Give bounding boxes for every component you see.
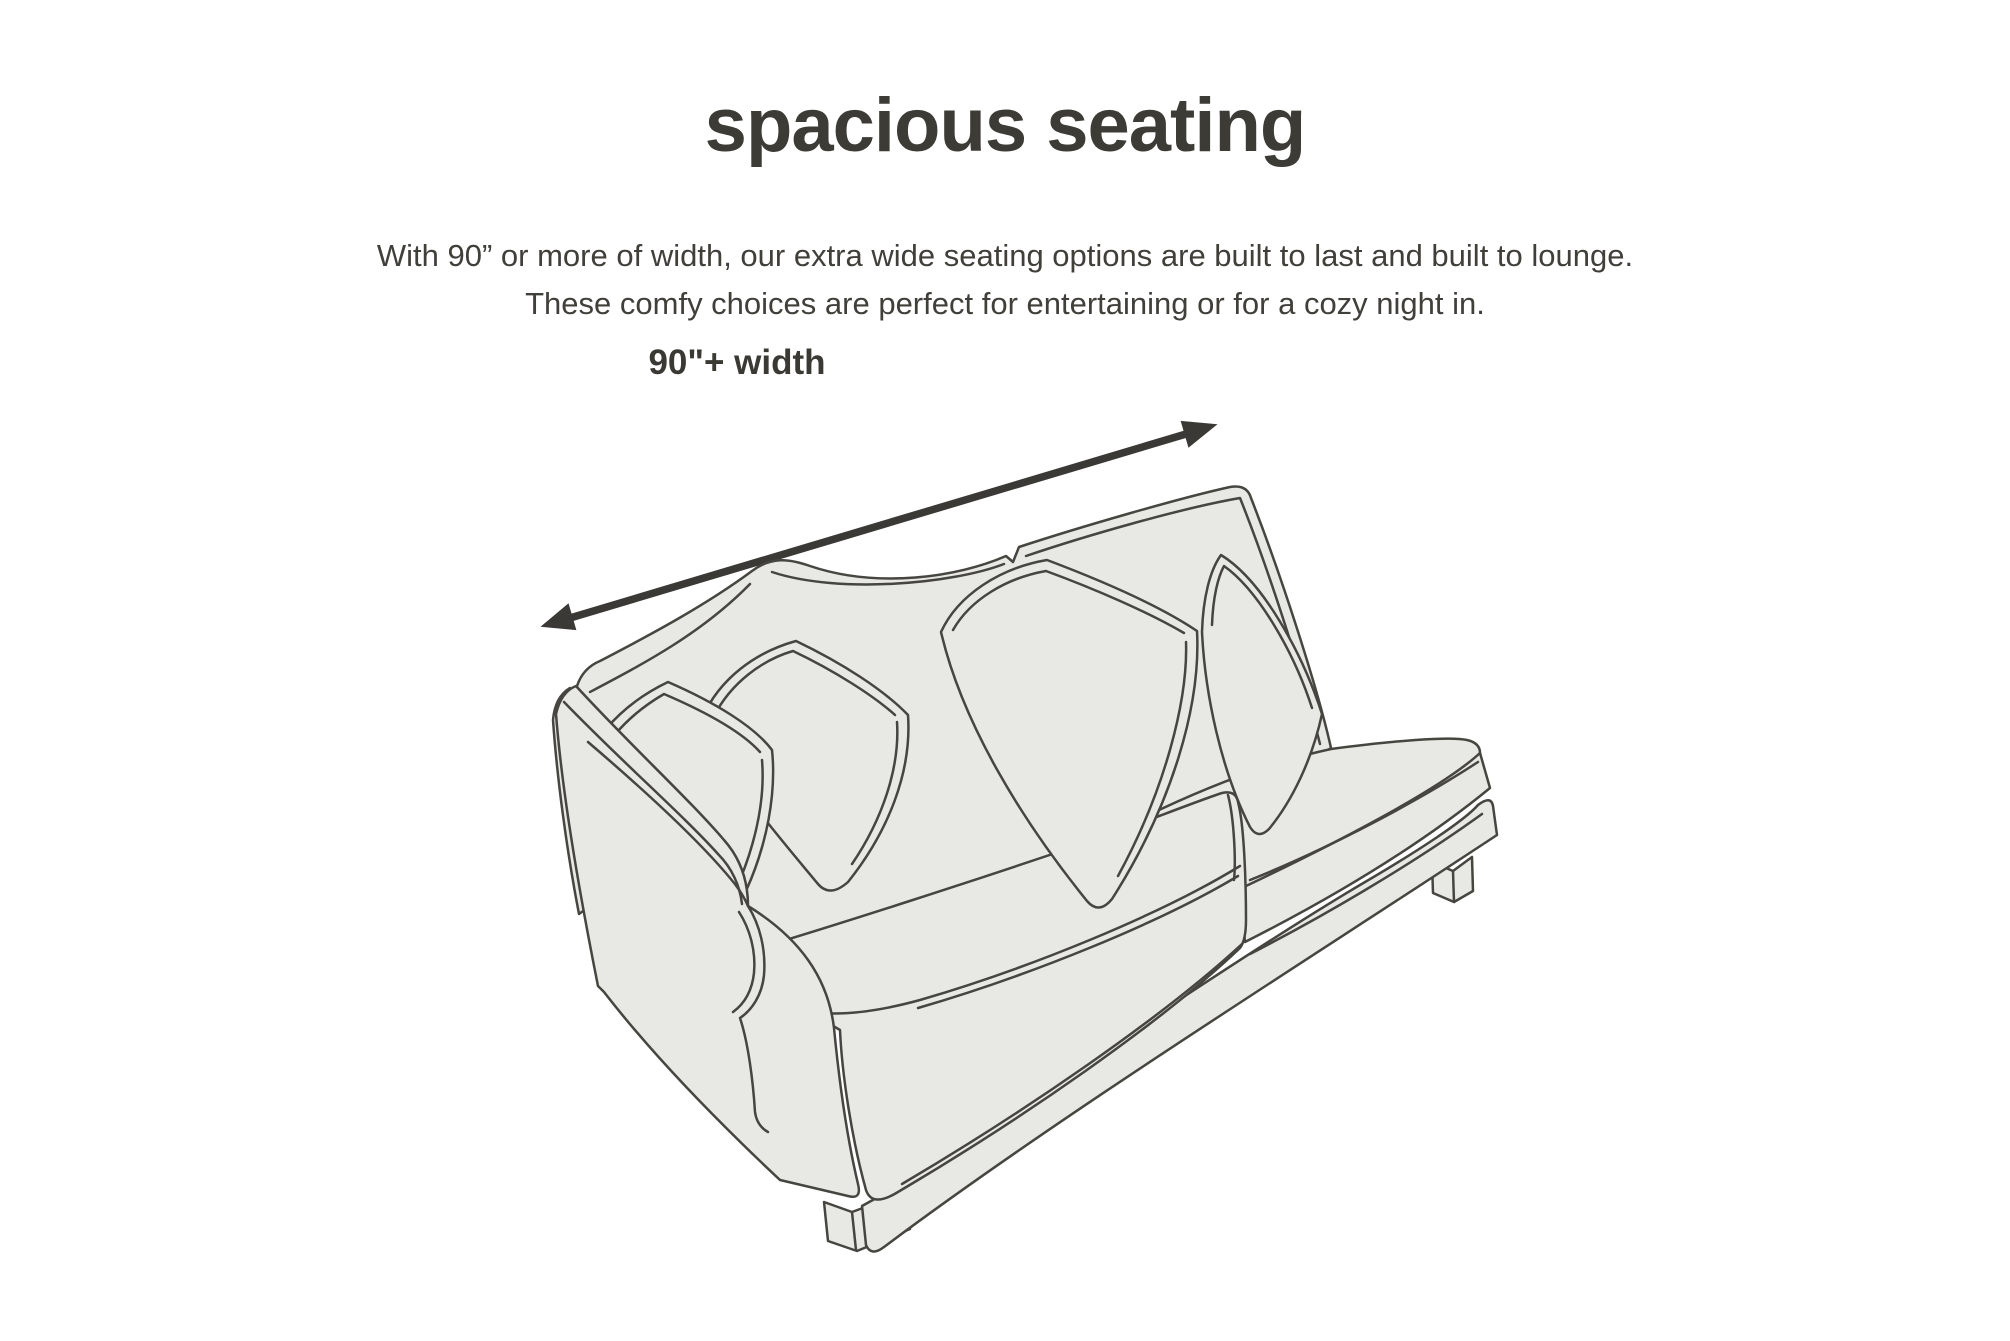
sofa-line-drawing: [553, 486, 1497, 1251]
dimension-label: 90"+ width: [648, 343, 826, 382]
intro-line-2: These comfy choices are perfect for entertaining or for a cozy night in.: [525, 286, 1485, 321]
page-title: spacious seating: [704, 83, 1306, 168]
intro-line-1: With 90” or more of width, our extra wide seating options are built to last and built to lounge.: [376, 238, 1634, 273]
